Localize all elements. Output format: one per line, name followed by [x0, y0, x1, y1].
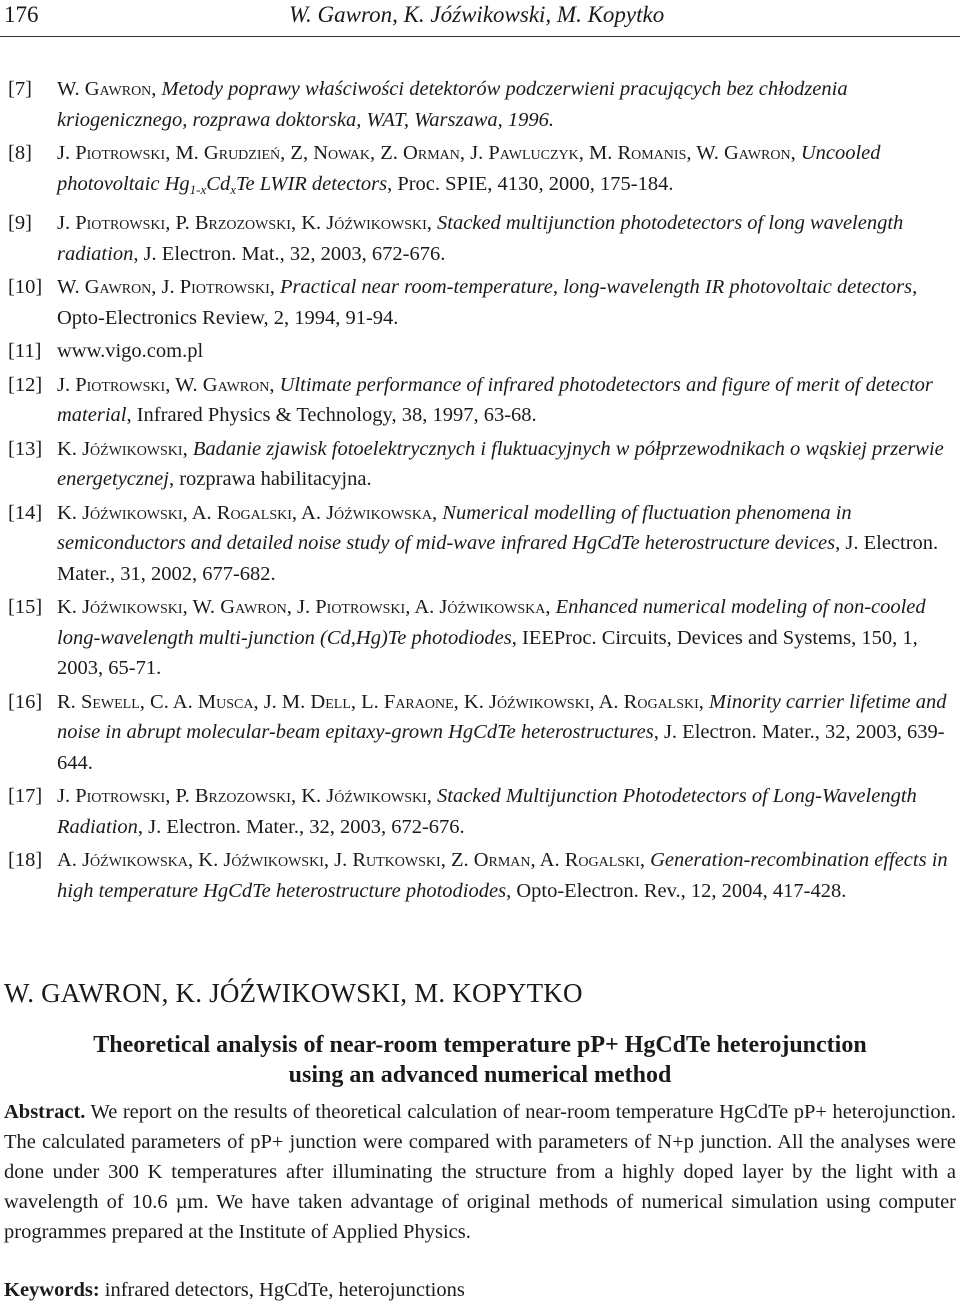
reference-separator: ,: [698, 690, 710, 713]
reference-number: [16]: [8, 690, 43, 713]
reference-author-initials: , J.: [286, 596, 316, 618]
reference-author-surname: Musca: [197, 690, 254, 713]
reference-author-surname: Rogalski: [564, 849, 640, 871]
reference-author-surname: Gawron: [723, 142, 791, 164]
reference-author-initials: , K.: [290, 785, 327, 807]
reference-separator: ,: [269, 276, 280, 298]
reference-author-surname: Orman: [403, 142, 460, 164]
reference-author-surname: Nowak: [313, 142, 371, 164]
reference-author-initials: W.: [57, 78, 85, 100]
reference-item: [0, 845, 954, 906]
reference-author-surname: Piotrowski: [75, 785, 166, 807]
reference-author-surname: Gawron: [84, 276, 152, 298]
reference-author-surname: Grudzień: [203, 142, 281, 164]
reference-author-initials: , Z.: [440, 849, 474, 871]
reference-item: [0, 272, 954, 333]
reference-separator: ,: [790, 142, 801, 164]
abstract-text: We report on the results of theoretical calculation of near-room temperature HgCdTe pP+ heterojunction. The calculated parameters of pP+ junction were compared with parameters of N+p junction. All the analyses were done under 300 K temperatures after illuminating the structure from a highly doped layer by the light with a wavelength of 10.6 µm. We have taken advantage of original methods of numerical simulation using computer programmes prepared at the Institute of Applied Physics.: [4, 1101, 956, 1243]
reference-author-surname: Sewell: [80, 690, 140, 713]
reference-author-surname: Jóźwikowski: [82, 437, 183, 460]
reference-author-initials: , W.: [182, 596, 221, 618]
reference-author-surname: Jóźwikowski: [488, 690, 590, 713]
reference-author-initials: , Z,: [280, 142, 314, 164]
reference-author-surname: Piotrowski: [75, 142, 166, 164]
reference-source: , Opto-Electron. Rev., 12, 2004, 417-428.: [506, 879, 847, 902]
reference-title: Generation-recombination effects in high temperature HgCdTe heterostructure photodiodes: [57, 849, 948, 902]
reference-author-initials: K.: [57, 596, 83, 618]
reference-source: , J. Electron. Mat., 32, 2003, 672-676.: [133, 242, 446, 265]
reference-separator: ,: [151, 78, 162, 100]
reference-title-segment: Te LWIR detectors: [236, 172, 388, 195]
reference-title: Stacked multijunction photodetectors of long wavelength radiation: [57, 212, 904, 265]
reference-item: [0, 370, 954, 431]
reference-author-surname: Jóźwikowski: [326, 212, 427, 234]
reference-source: , Opto-Electronics Review, 2, 1994, 91-94.: [57, 276, 918, 329]
reference-author-initials: , M.: [578, 142, 618, 164]
reference-source: , Infrared Physics & Technology, 38, 1997, 63-68.: [126, 404, 537, 426]
reference-author-surname: Dell: [310, 690, 351, 713]
abstract: [4, 1097, 956, 1247]
keywords-label: Keywords:: [4, 1279, 100, 1301]
reference-author-surname: Piotrowski: [179, 276, 270, 298]
reference-author-initials: , A.: [405, 596, 440, 618]
reference-separator: ,: [426, 785, 438, 807]
reference-number: [15]: [8, 596, 43, 618]
reference-author-surname: Brzozowski: [194, 785, 291, 807]
reference-author-initials: , M.: [165, 142, 204, 164]
reference-title-subscript: 1-x: [189, 181, 207, 197]
reference-author-surname: Piotrowski: [75, 373, 166, 396]
reference-author-surname: Gawron: [202, 373, 270, 396]
reference-item: [0, 781, 954, 842]
reference-author-surname: Gawron: [220, 596, 287, 618]
paper-title: [0, 1030, 960, 1090]
reference-separator: ,: [432, 501, 443, 524]
keywords: [4, 1275, 465, 1305]
reference-list: [0, 74, 960, 909]
reference-author-surname: Orman: [473, 849, 531, 871]
reference-source: www.vigo.com.pl: [57, 340, 204, 362]
reference-author-initials: K.: [57, 501, 83, 524]
reference-author-initials: J.: [57, 142, 76, 164]
reference-author-surname: Romanis: [617, 142, 687, 164]
reference-author-initials: A.: [57, 849, 83, 871]
reference-number: [13]: [8, 437, 43, 460]
reference-title: Numerical modelling of fluctuation phenomena in semiconductors and detailed noise study of mid-wave infrared HgCdTe heterostructure devices: [57, 501, 852, 554]
reference-author-initials: , K.: [290, 212, 327, 234]
running-head-authors: W. Gawron, K. Jóźwikowski, M. Kopytko: [289, 2, 665, 27]
reference-author-surname: Gawron: [84, 78, 152, 100]
reference-author-surname: Jóźwikowski: [326, 785, 427, 807]
reference-author-initials: , Z.: [370, 142, 404, 164]
reference-title-segment: Cd: [206, 172, 231, 195]
reference-title: Metody poprawy właściwości detektorów podczerwieni pracujących bez chłodzenia kriogenicznego, rozprawa doktorska, WAT, Warszawa, 1996.: [57, 78, 848, 131]
reference-author-initials: , W.: [686, 142, 724, 164]
reference-source: , J. Electron. Mater., 32, 2003, 639-644.: [57, 721, 945, 774]
reference-author-surname: Jóźwikowski: [223, 849, 324, 871]
running-head: [0, 0, 960, 37]
reference-author-surname: Rutkowski: [352, 849, 441, 871]
reference-author-surname: Pawluczyk: [488, 142, 579, 164]
reference-item: [0, 74, 954, 135]
reference-author-initials: J.: [57, 373, 76, 396]
keywords-text: infrared detectors, HgCdTe, heterojunctions: [104, 1279, 465, 1301]
reference-separator: ,: [269, 373, 280, 396]
reference-separator: ,: [182, 437, 193, 460]
reference-number: [17]: [8, 785, 43, 807]
reference-source: , J. Electron. Mater., 32, 2003, 672-676.: [137, 815, 465, 838]
reference-author-surname: Piotrowski: [75, 212, 166, 234]
reference-number: [14]: [8, 501, 43, 524]
reference-author-surname: Jóźwikowska: [439, 596, 546, 618]
reference-author-surname: Jóźwikowska: [82, 849, 189, 871]
reference-author-initials: , C. A.: [139, 690, 198, 713]
reference-separator: ,: [639, 849, 651, 871]
reference-item: [0, 336, 954, 367]
paper-title-line-1: Theoretical analysis of near-room temperature pP+ HgCdTe heterojunction: [93, 1032, 867, 1058]
reference-author-initials: , A.: [291, 501, 327, 524]
abstract-label: Abstract.: [4, 1101, 86, 1123]
reference-title: Ultimate performance of infrared photodetectors and figure of merit of detector material: [57, 373, 933, 426]
reference-author-initials: , A.: [182, 501, 217, 524]
reference-author-initials: , L.: [350, 690, 384, 713]
reference-source: , J. Electron. Mater., 31, 2002, 677-682.: [57, 532, 939, 585]
reference-source: , Proc. SPIE, 4130, 2000, 175-184.: [387, 172, 674, 195]
reference-item: [0, 208, 954, 269]
reference-author-surname: Jóźwikowska: [326, 501, 433, 524]
reference-title: Enhanced numerical modeling of non-cooled long-wavelength multi-junction (Cd,Hg)Te photodiodes: [57, 596, 926, 649]
paper-title-line-2: using an advanced numerical method: [288, 1062, 672, 1088]
reference-item: [0, 592, 954, 684]
reference-separator: ,: [545, 596, 556, 618]
reference-item: [0, 434, 954, 495]
reference-item: [0, 138, 954, 205]
reference-author-initials: , J.: [323, 849, 353, 871]
reference-title: Practical near room-temperature, long-wavelength IR photovoltaic detectors: [279, 276, 913, 298]
reference-author-initials: J.: [57, 212, 76, 234]
reference-number: [11]: [8, 340, 42, 362]
reference-author-surname: Jóźwikowski: [82, 596, 183, 618]
reference-author-surname: Jóźwikowski: [82, 501, 183, 524]
reference-number: [9]: [8, 212, 32, 234]
reference-number: [7]: [8, 78, 32, 100]
reference-number: [8]: [8, 142, 32, 164]
reference-source: , rozprawa habilitacyjna.: [168, 468, 372, 490]
page-number: 176: [4, 2, 39, 27]
reference-author-initials: , J.: [151, 276, 180, 298]
reference-author-surname: Rogalski: [216, 501, 292, 524]
reference-title-subscript: x: [230, 181, 236, 197]
reference-author-initials: , J. M.: [253, 690, 311, 713]
reference-title: Stacked Multijunction Photodetectors of Long-Wavelength Radiation: [57, 785, 917, 838]
reference-separator: ,: [426, 212, 438, 234]
reference-author-initials: , A.: [530, 849, 565, 871]
paper-authors: W. GAWRON, K. JÓŹWIKOWSKI, M. KOPYTKO: [4, 978, 583, 1008]
reference-author-initials: , A.: [589, 690, 624, 713]
reference-title: Badanie zjawisk fotoelektrycznych i fluktuacyjnych w półprzewodnikach o wąskiej przerwie energetycznej: [57, 437, 944, 490]
reference-author-initials: J.: [57, 785, 76, 807]
reference-author-initials: W.: [57, 276, 85, 298]
reference-author-initials: , W.: [165, 373, 203, 396]
reference-author-initials: , K.: [188, 849, 224, 871]
reference-author-initials: , P.: [165, 785, 195, 807]
reference-number: [18]: [8, 849, 43, 871]
reference-author-initials: R.: [57, 690, 81, 713]
reference-source: , IEEProc. Circuits, Devices and Systems, 150, 1, 2003, 65-71.: [57, 626, 918, 679]
reference-author-surname: Faraone: [383, 690, 454, 713]
reference-number: [10]: [8, 276, 43, 298]
reference-title-segment: Uncooled photovoltaic Hg: [57, 142, 881, 195]
reference-author-surname: Rogalski: [623, 690, 699, 713]
reference-author-initials: K.: [57, 437, 83, 460]
reference-author-initials: , J.: [459, 142, 489, 164]
reference-item: [0, 498, 954, 590]
reference-author-surname: Brzozowski: [194, 212, 291, 234]
reference-item: [0, 687, 954, 779]
reference-author-surname: Piotrowski: [315, 596, 406, 618]
reference-author-initials: , K.: [453, 690, 489, 713]
reference-number: [12]: [8, 373, 43, 396]
reference-title: Minority carrier lifetime and noise in abrupt molecular-beam epitaxy-grown HgCdTe heterostructures: [57, 690, 947, 743]
reference-author-initials: , P.: [165, 212, 195, 234]
